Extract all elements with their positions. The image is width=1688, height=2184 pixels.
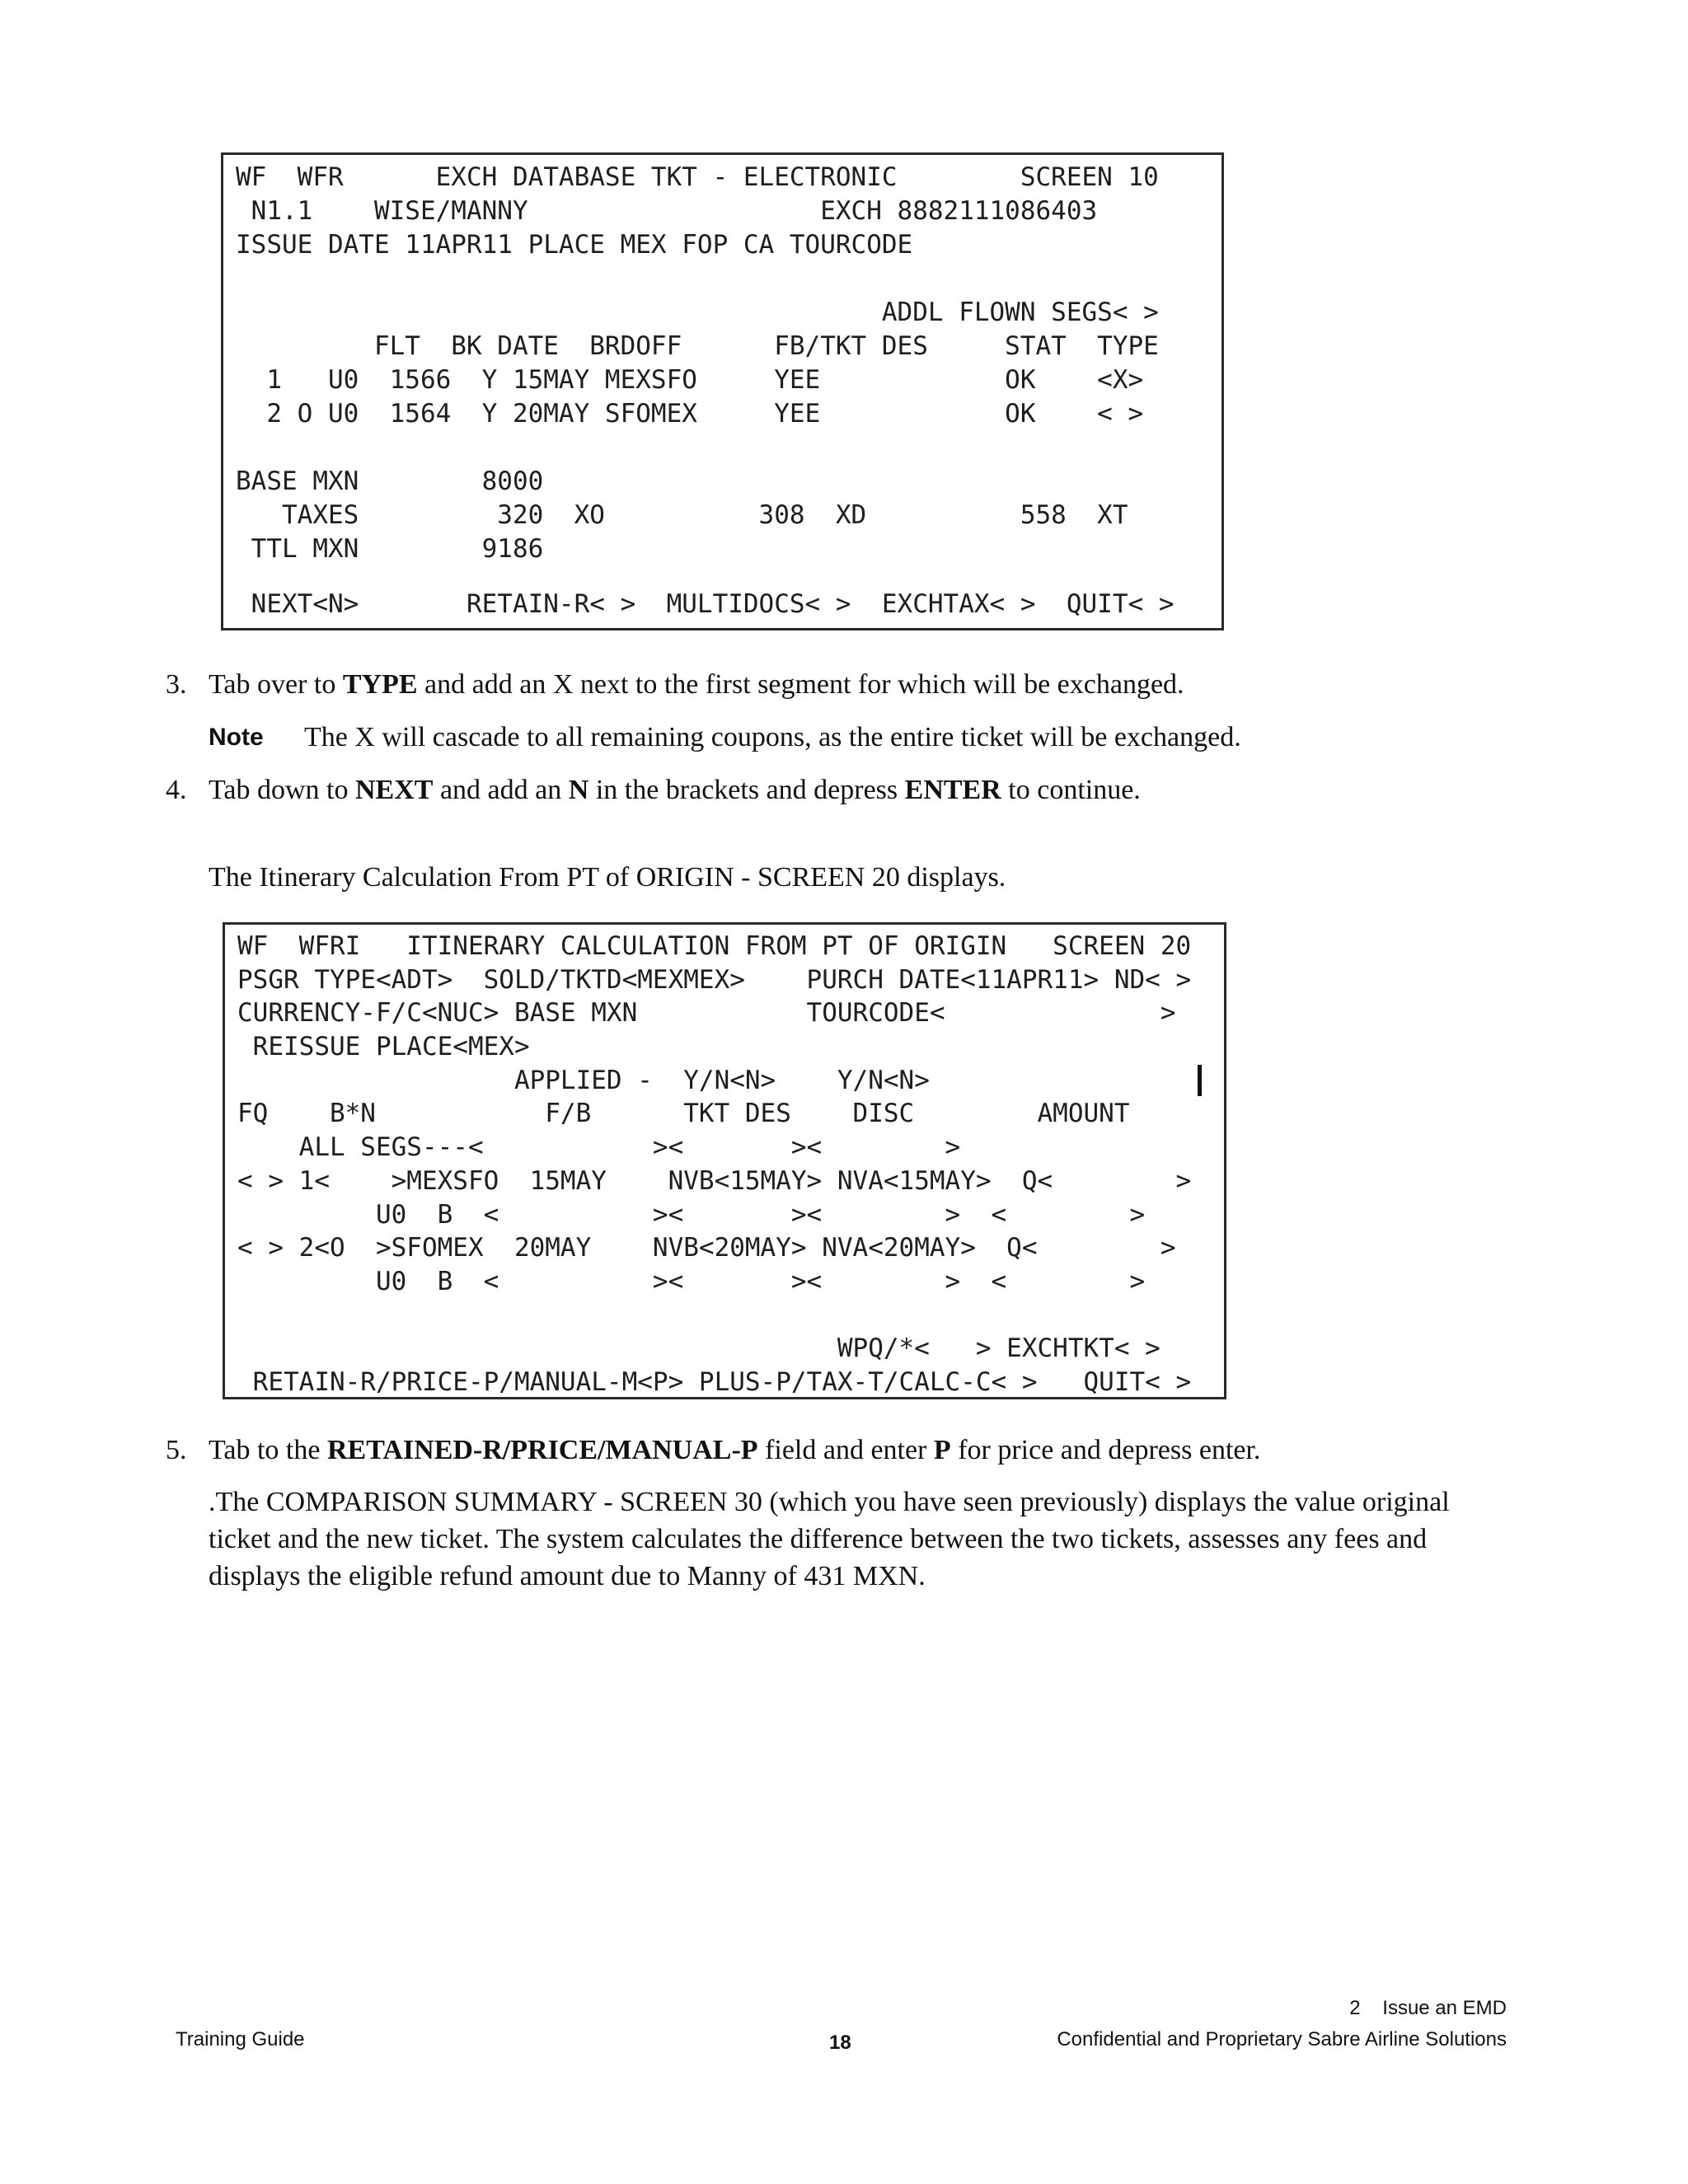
terminal-line: WF WFR EXCH DATABASE TKT - ELECTRONIC SCREEN 10 — [236, 162, 1159, 192]
step-text: Tab over to — [209, 669, 343, 700]
step-bold-term: N — [568, 775, 589, 805]
terminal-line: U0 B < >< >< > < > — [237, 1200, 1146, 1230]
terminal-line: APPLIED - Y/N<N> Y/N<N> — [237, 1066, 930, 1095]
step-text: field and enter — [757, 1435, 934, 1465]
step-text: Tab down to — [209, 775, 355, 805]
footer-section: 2 Issue an EMD — [1349, 1997, 1507, 2019]
step-text: for price and depress enter. — [950, 1435, 1261, 1465]
step-bold-term: NEXT — [355, 775, 434, 805]
terminal-line: NEXT<N> RETAIN-R< > MULTIDOCS< > EXCHTAX< > QUIT< > — [236, 589, 1175, 619]
step-4-text — [209, 772, 1141, 808]
step-number: 3. — [166, 669, 187, 700]
terminal-line: N1.1 WISE/MANNY EXCH 8882111086403 — [236, 196, 1098, 226]
step-text: and add an — [433, 775, 569, 805]
step-bold-term: TYPE — [342, 669, 418, 700]
terminal-line: < > 2<O >SFOMEX 20MAY NVB<20MAY> NVA<20MAY> Q< > — [237, 1233, 1176, 1263]
step-bold-term: P — [933, 1435, 951, 1465]
step-number: 5. — [166, 1435, 187, 1465]
screen20-terminal — [223, 922, 1226, 1399]
step-text: and add an X next to the first segment for which will be exchanged. — [417, 669, 1184, 700]
terminal-line: 2 O U0 1564 Y 20MAY SFOMEX YEE OK < > — [236, 399, 1144, 429]
terminal-line: FLT BK DATE BRDOFF FB/TKT DES STAT TYPE — [236, 331, 1159, 361]
step-text: Tab to the — [209, 1435, 327, 1465]
terminal-line: RETAIN-R/PRICE-P/MANUAL-M<P> PLUS-P/TAX-T/CALC-C< > QUIT< > — [237, 1367, 1192, 1397]
terminal-line: ISSUE DATE 11APR11 PLACE MEX FOP CA TOURCODE — [236, 230, 913, 260]
terminal-line: REISSUE PLACE<MEX> — [237, 1032, 530, 1062]
step-bold-term: RETAINED-R/PRICE/MANUAL-P — [326, 1435, 758, 1465]
step-text: to continue. — [1001, 775, 1141, 805]
note-text: The X will cascade to all remaining coupons, as the entire ticket will be exchanged. — [304, 722, 1241, 752]
terminal-line: ALL SEGS---< >< >< > — [237, 1132, 961, 1162]
terminal-line: PSGR TYPE<ADT> SOLD/TKTD<MEXMEX> PURCH DATE<11APR11> ND< > — [237, 965, 1192, 995]
screen10-terminal — [221, 152, 1224, 630]
terminal-line: BASE MXN 8000 — [236, 466, 544, 496]
footer-right: Confidential and Proprietary Sabre Airline Solutions — [1057, 2028, 1507, 2050]
step-text: in the brackets and depress — [588, 775, 905, 805]
step-3-text — [209, 667, 1184, 703]
terminal-line: ADDL FLOWN SEGS< > — [236, 298, 1159, 327]
terminal-line: U0 B < >< >< > < > — [237, 1267, 1146, 1296]
terminal-line: 1 U0 1566 Y 15MAY MEXSFO YEE OK <X> — [236, 365, 1144, 395]
comparison-paragraph: .The COMPARISON SUMMARY - SCREEN 30 (which you have seen previously) displays the value original ticket and the new ticket. The system calculates the difference between the two tickets, assesses any fees and displays the eligible refund amount due to Manny of 431 MXN. — [209, 1487, 1450, 1591]
step-number: 4. — [166, 775, 187, 805]
terminal-line: CURRENCY-F/C<NUC> BASE MXN TOURCODE< > — [237, 998, 1176, 1028]
terminal-line: WPQ/*< > EXCHTKT< > — [237, 1333, 1160, 1363]
terminal-line: TTL MXN 9186 — [236, 534, 544, 564]
page-number: 18 — [829, 2032, 851, 2054]
terminal-line: < > 1< >MEXSFO 15MAY NVB<15MAY> NVA<15MAY> Q< > — [237, 1166, 1192, 1196]
itinerary-intro: The Itinerary Calculation From PT of ORIGIN - SCREEN 20 displays. — [209, 862, 1006, 893]
note-label: Note — [209, 724, 264, 751]
terminal-line: TAXES 320 XO 308 XD 558 XT — [236, 500, 1128, 530]
terminal-line: WF WFRI ITINERARY CALCULATION FROM PT OF ORIGIN SCREEN 20 — [237, 931, 1192, 961]
terminal-line: FQ B*N F/B TKT DES DISC AMOUNT — [237, 1099, 1130, 1128]
footer-left: Training Guide — [176, 2028, 305, 2050]
step-bold-term: ENTER — [904, 775, 1001, 805]
step-5-text — [209, 1432, 1260, 1469]
text-cursor-icon — [1198, 1065, 1202, 1096]
